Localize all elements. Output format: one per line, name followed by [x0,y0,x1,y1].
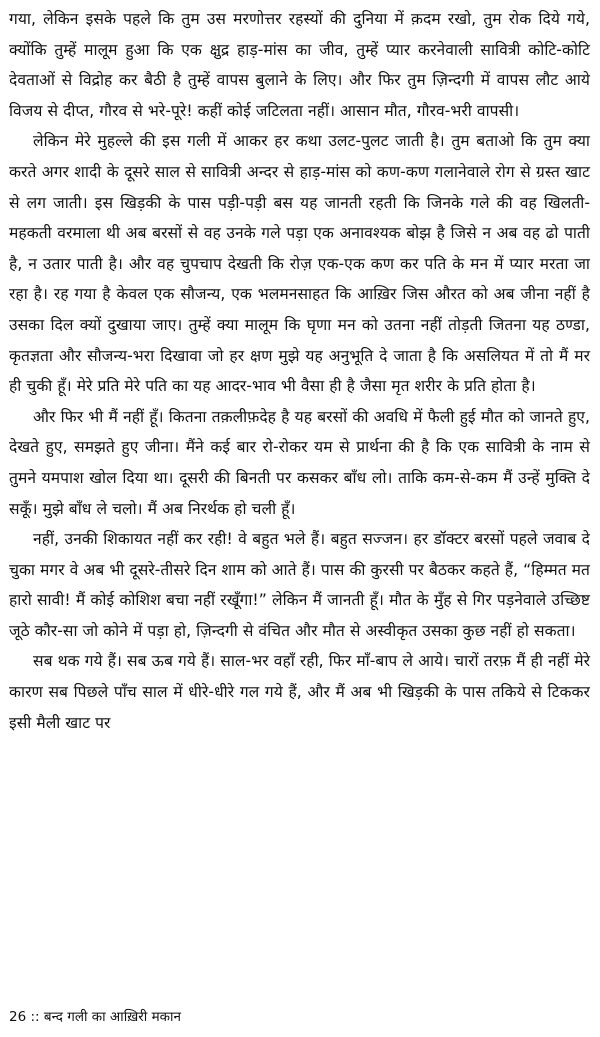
paragraph-4: नहीं, उनकी शिकायत नहीं कर रही! वे बहुत भले हैं। बहुत सज्जन। हर डॉक्टर बरसों पहले जवाब दे चुका मगर वे अब भी दूसरे-तीसरे दिन शाम को आते हैं। पास की कुरसी पर बैठकर कहते हैं, “हिम्मत मत हारो सावी! मैं कोई कोशिश बचा नहीं रखूँगा!” लेकिन मैं जानती हूँ। मौत के मुँह से गिर पड़नेवाले उच्छिष्ट जूठे कौर-सा जो कोने में पड़ा हो, ज़िन्दगी से वंचित और मौत से अस्वीकृत उसका कुछ नहीं हो सकता। [9,530,590,640]
paragraph-3: और फिर भी मैं नहीं हूँ। कितना तक़लीफ़देह है यह बरसों की अवधि में फैली हुई मौत को जानते हुए, देखते हुए, समझते हुए जीना। मैंने कई बार रो-रोकर यम से प्रार्थना की है कि एक सावित्री के नाम से तुमने यमपाश खोल दिया था। दूसरी की बिनती पर कसकर बाँध लो। ताकि कम-से-कम मैं उन्हें मुक्ति दे सकूँ। मुझे बाँध ले चलो। मैं अब निरर्थक हो चली हूँ। [9,407,590,518]
paragraph-1: गया, लेकिन इसके पहले कि तुम उस मरणोत्तर रहस्यों की दुनिया में क़दम रखो, तुम रोक दिये गये, क्योंकि तुम्हें मालूम हुआ कि एक क्षुद्र हाड़-मांस का जीव, तुम्हें प्यार करनेवाली सावित्री कोटि-कोटि देवताओं से विद्रोह कर बैठी है तुम्हें वापस बुलाने के लिए। और फिर तुम ज़िन्दगी में वापस लौट आये विजय से दीप्त, गौरव से भरे-पूरे! कहीं कोई जटिलता नहीं। आसान मौत, गौरव-भरी वापसी। [9,10,590,120]
book-title: बन्द गली का आख़िरी मकान [43,1009,182,1025]
page-number: 26 [9,1009,27,1025]
paragraph-5: सब थक गये हैं। सब ऊब गये हैं। साल-भर वहाँ रही, फिर माँ-बाप ले आये। चारों तरफ़ मैं ही नहीं मेरे कारण सब पिछले पाँच साल में धीरे-धीरे गल गये हैं, और मैं अब भी खिड़की के पास तकिये से टिककर इसी मैली खाट पर [9,652,590,732]
paragraph-2: लेकिन मेरे मुहल्ले की इस गली में आकर हर कथा उलट-पुलट जाती है। तुम बताओ कि तुम क्या करते अगर शादी के दूसरे साल से सावित्री अन्दर से हाड़-मांस को कण-कण गलानेवाले रोग से ग्रस्त खाट से लग जाती। इस खिड़की के पास पड़ी-पड़ी बस यह जानती रहती कि जिनके गले की वह खिलती-महकती वरमाला थी अब बरसों से वह उनके गले पड़ा एक अनावश्यक बोझ है जिसे न अब वह ढो पाती है, न उतार पाती है। और वह चुपचाप देखती कि रोज़ एक-एक कण कर पति के मन में प्यार मरता जा रहा है। रह गया है केवल एक सौजन्य, एक भलमनसाहत कि आख़िर जिस औरत को अब जीना नहीं है उसका दिल क्यों दुखाया जाए। तुम्हें क्या मालूम कि घृणा मन को उतना नहीं तोड़ती जितना यह ठण्डा, कृतज्ञता और सौजन्य-भरा दिखावा जो हर क्षण मुझे यह अनुभूति दे जाता है कि असलियत में तो मैं मर ही चुकी हूँ। मेरे प्रति मेरे पति का यह आदर-भाव भी वैसा ही है जैसा मृत शरीर के प्रति होता है। [9,132,590,396]
footer-separator: :: [30,1009,40,1025]
page-footer [9,1007,181,1025]
